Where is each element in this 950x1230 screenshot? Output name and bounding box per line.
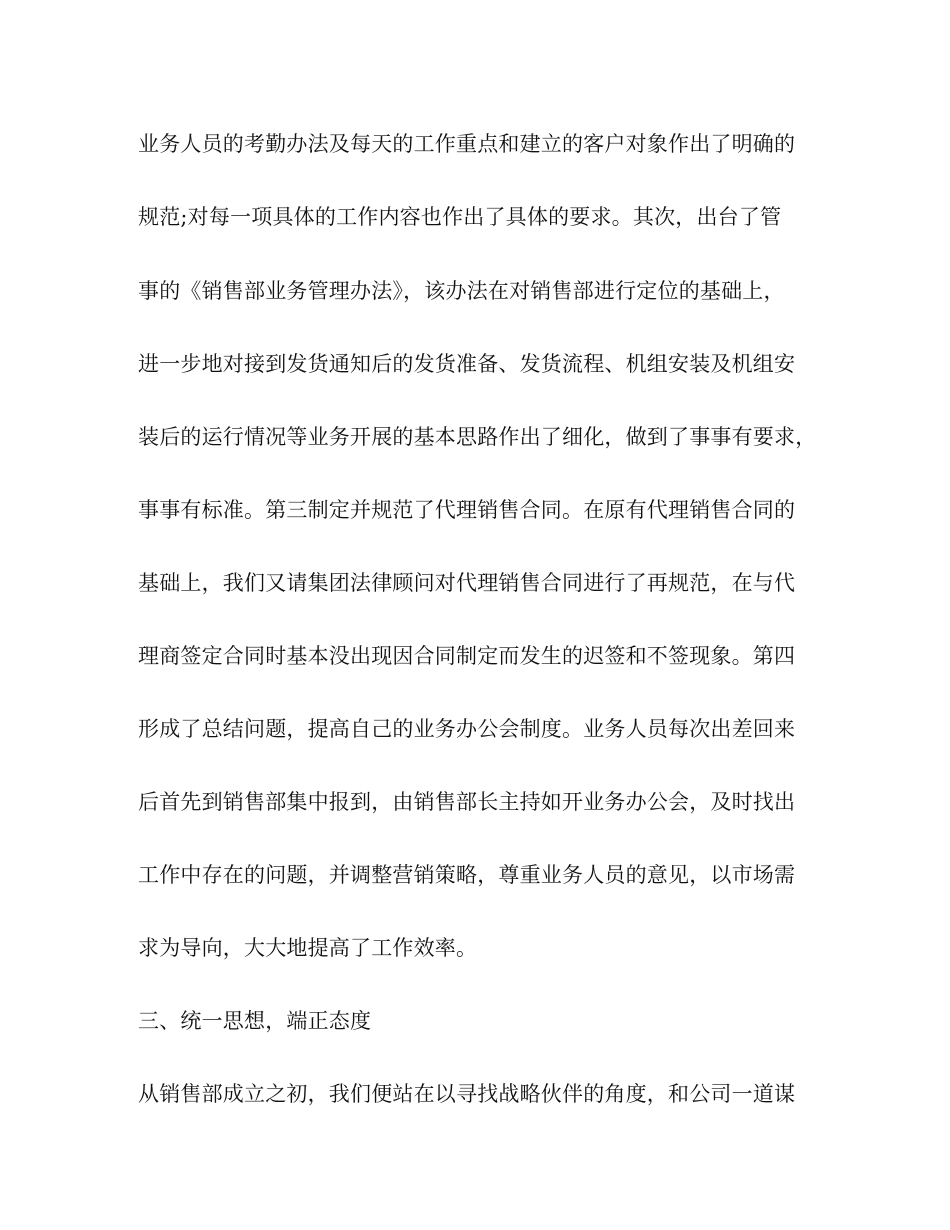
paragraph-line: 业务人员的考勤办法及每天的工作重点和建立的客户对象作出了明确的: [138, 132, 796, 156]
paragraph-line: 装后的运行情况等业务开展的基本思路作出了细化，做到了事事有要求，: [138, 425, 817, 449]
paragraph-line: 工作中存在的问题，并调整营销策略，尊重业务人员的意见，以市场需: [138, 863, 796, 887]
paragraph-line: 从销售部成立之初，我们便站在以寻找战略伙伴的角度，和公司一道谋: [138, 1082, 796, 1106]
paragraph-line: 基础上，我们又请集团法律顾问对代理销售合同进行了再规范，在与代: [138, 571, 796, 595]
paragraph-line: 事的《销售部业务管理办法》，该办法在对销售部进行定位的基础上，: [138, 279, 785, 303]
paragraph-line: 规范;对每一项具体的工作内容也作出了具体的要求。其次，出台了管: [138, 205, 782, 229]
paragraph-line: 进一步地对接到发货通知后的发货准备、发货流程、机组安装及机组安: [138, 352, 796, 376]
paragraph-line: 形成了总结问题，提高自己的业务办公会制度。业务人员每次出差回来: [138, 717, 796, 741]
section-heading: 三、统一思想，端正态度: [138, 1009, 372, 1033]
paragraph-line: 后首先到销售部集中报到，由销售部长主持如开业务办公会，及时找出: [138, 790, 796, 814]
paragraph-line: 求为导向，大大地提高了工作效率。: [138, 936, 478, 960]
paragraph-line: 理商签定合同时基本没出现因合同制定而发生的迟签和不签现象。第四: [138, 644, 796, 668]
paragraph-line: 事事有标准。第三制定并规范了代理销售合同。在原有代理销售合同的: [138, 498, 796, 522]
